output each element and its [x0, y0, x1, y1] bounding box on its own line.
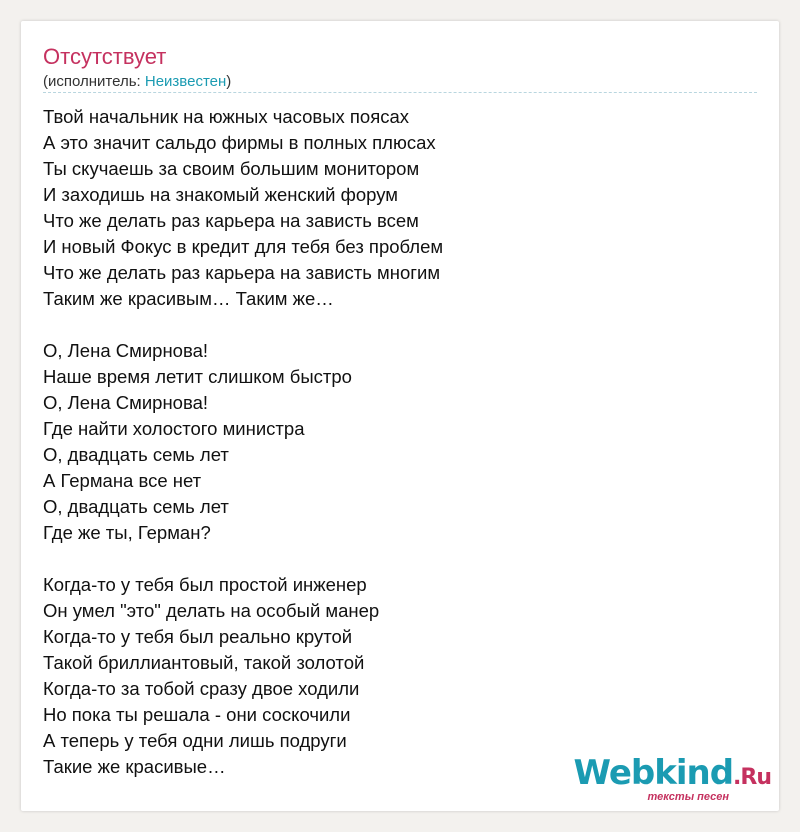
lyric-line: Твой начальник на южных часовых поясах	[43, 106, 410, 127]
logo-tld: .Ru	[733, 765, 771, 790]
lyric-line: Когда-то у тебя был простой инженер	[43, 574, 367, 595]
artist-line	[43, 73, 231, 91]
lyric-line: О, Лена Смирнова!	[43, 392, 209, 413]
lyric-line: Но пока ты решала - они соскочили	[43, 704, 351, 725]
lyric-line: А Германа все нет	[43, 470, 202, 491]
artist-suffix: )	[226, 73, 232, 90]
lyric-line: Где найти холостого министра	[43, 418, 305, 439]
lyric-line: А теперь у тебя одни лишь подруги	[43, 730, 347, 751]
lyric-line: Где же ты, Герман?	[43, 522, 211, 543]
lyric-line: Ты скучаешь за своим большим монитором	[43, 158, 420, 179]
lyric-line: Он умел "это" делать на особый манер	[43, 600, 380, 621]
logo-brand: Webkind	[573, 753, 734, 793]
lyric-line: Когда-то за тобой сразу двое ходили	[43, 678, 360, 699]
lyric-line: Что же делать раз карьера на зависть многим	[43, 262, 441, 283]
lyric-line: О, двадцать семь лет	[43, 496, 229, 517]
lyrics-card	[21, 21, 779, 811]
stanza	[43, 572, 743, 780]
divider	[43, 92, 757, 93]
stanza	[43, 338, 743, 546]
artist-link[interactable]: Неизвестен	[144, 73, 227, 90]
lyric-line: Наше время летит слишком быстро	[43, 366, 352, 387]
stanza	[43, 104, 743, 312]
lyric-line: Таким же красивым… Таким же…	[43, 288, 334, 309]
lyric-line: Такие же красивые…	[43, 756, 226, 777]
lyric-line: А это значит сальдо фирмы в полных плюсах	[43, 132, 436, 153]
lyric-line: Такой бриллиантовый, такой золотой	[43, 652, 365, 673]
site-logo[interactable]	[573, 753, 771, 803]
logo-tagline: тексты песен	[647, 791, 729, 803]
song-title: Отсутствует	[43, 44, 167, 69]
logo-wordmark	[573, 753, 771, 795]
lyric-line: О, Лена Смирнова!	[43, 340, 209, 361]
lyric-line: Что же делать раз карьера на зависть всем	[43, 210, 419, 231]
lyric-line: И заходишь на знакомый женский форум	[43, 184, 398, 205]
lyrics-body	[43, 104, 743, 806]
artist-prefix: (исполнитель:	[43, 73, 145, 90]
lyric-line: Когда-то у тебя был реально крутой	[43, 626, 353, 647]
lyric-line: И новый Фокус в кредит для тебя без проблем	[43, 236, 444, 257]
lyric-line: О, двадцать семь лет	[43, 444, 229, 465]
